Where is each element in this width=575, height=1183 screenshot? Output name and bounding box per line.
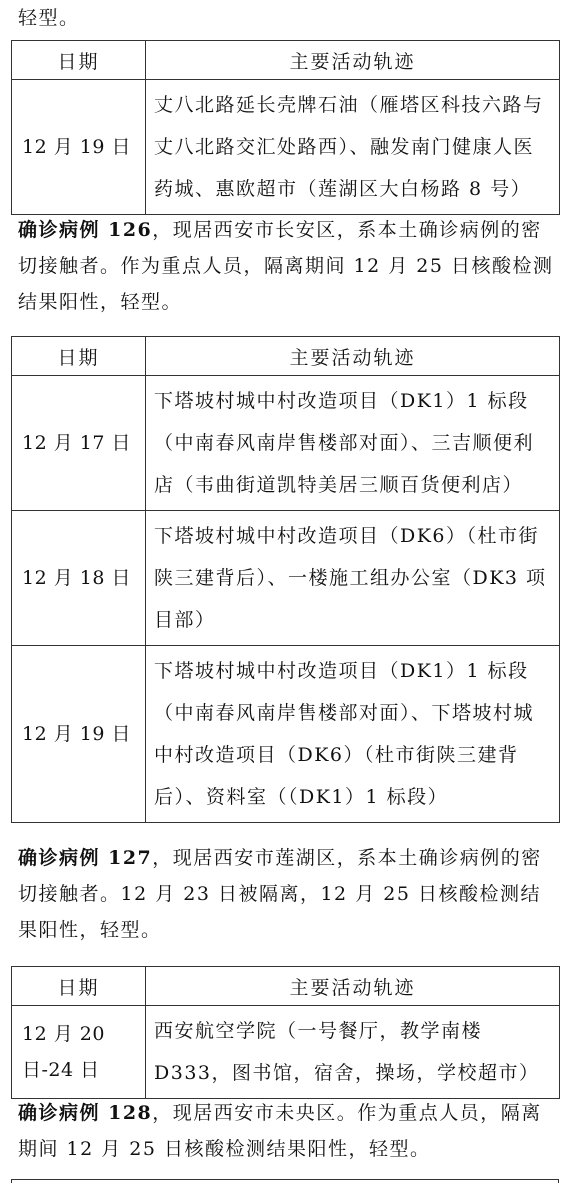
table-row xyxy=(12,646,560,823)
case-127-text: ，现居西安市莲湖区，系本土确诊病例的密切接触者。12 月 23 日被隔离，12 月 25 日核酸检测结果阳性，轻型。 xyxy=(18,847,542,941)
header-date: 日期 xyxy=(12,337,146,376)
row-activity: 丈八北路延长壳牌石油（雁塔区科技六路与丈八北路交汇处路西）、融发南门健康人医药城、惠欧超市（莲湖区大白杨路 8 号） xyxy=(146,80,560,215)
row-date: 12 月 19 日 xyxy=(12,80,146,215)
header-activity: 主要活动轨迹 xyxy=(146,337,560,376)
header-date: 日期 xyxy=(12,967,146,1006)
track-table-2 xyxy=(11,336,560,823)
case-127-paragraph xyxy=(18,840,558,948)
track-table-3 xyxy=(11,966,560,1099)
table-row xyxy=(12,1006,560,1099)
case-126-text: ，现居西安市长安区，系本土确诊病例的密切接触者。作为重点人员，隔离期间 12 月 25 日核酸检测结果阳性，轻型。 xyxy=(18,219,554,313)
header-activity: 主要活动轨迹 xyxy=(146,967,560,1006)
row-activity: 下塔坡村城中村改造项目（DK6）（杜市街陕三建背后）、一楼施工组办公室（DK3 项目部） xyxy=(146,511,560,646)
table-header-row xyxy=(12,41,560,80)
table-row xyxy=(12,511,560,646)
table-header-row xyxy=(12,337,560,376)
case-128-text: ，现居西安市未央区。作为重点人员，隔离期间 12 月 25 日核酸检测结果阳性，轻型。 xyxy=(18,1102,542,1160)
case-126-paragraph xyxy=(18,212,558,320)
row-date: 12 月 19 日 xyxy=(12,646,146,823)
table-row xyxy=(12,80,560,215)
row-date: 12 月 18 日 xyxy=(12,511,146,646)
case-126-title: 确诊病例 126 xyxy=(18,219,153,241)
table-row xyxy=(12,376,560,511)
case-128-paragraph xyxy=(18,1095,558,1167)
next-table-edge xyxy=(11,1179,559,1183)
row-activity: 下塔坡村城中村改造项目（DK1）1 标段（中南春风南岸售楼部对面）、下塔坡村城中村改造项目（DK6）（杜市街陕三建背后）、资料室（（DK1）1 标段） xyxy=(146,646,560,823)
row-date: 12 月 17 日 xyxy=(12,376,146,511)
row-date: 12 月 20 日-24 日 xyxy=(12,1006,146,1099)
row-activity: 西安航空学院（一号餐厅，教学南楼 D333，图书馆，宿舍，操场，学校超市） xyxy=(146,1006,560,1099)
row-activity: 下塔坡村城中村改造项目（DK1）1 标段（中南春风南岸售楼部对面）、三吉顺便利店（韦曲街道凯特美居三顺百货便利店） xyxy=(146,376,560,511)
header-activity: 主要活动轨迹 xyxy=(146,41,560,80)
track-table-1 xyxy=(11,40,560,215)
table-header-row xyxy=(12,967,560,1006)
header-date: 日期 xyxy=(12,41,146,80)
case-127-title: 确诊病例 127 xyxy=(18,847,153,869)
top-fragment: 轻型。 xyxy=(18,7,80,29)
case-128-title: 确诊病例 128 xyxy=(18,1102,153,1124)
